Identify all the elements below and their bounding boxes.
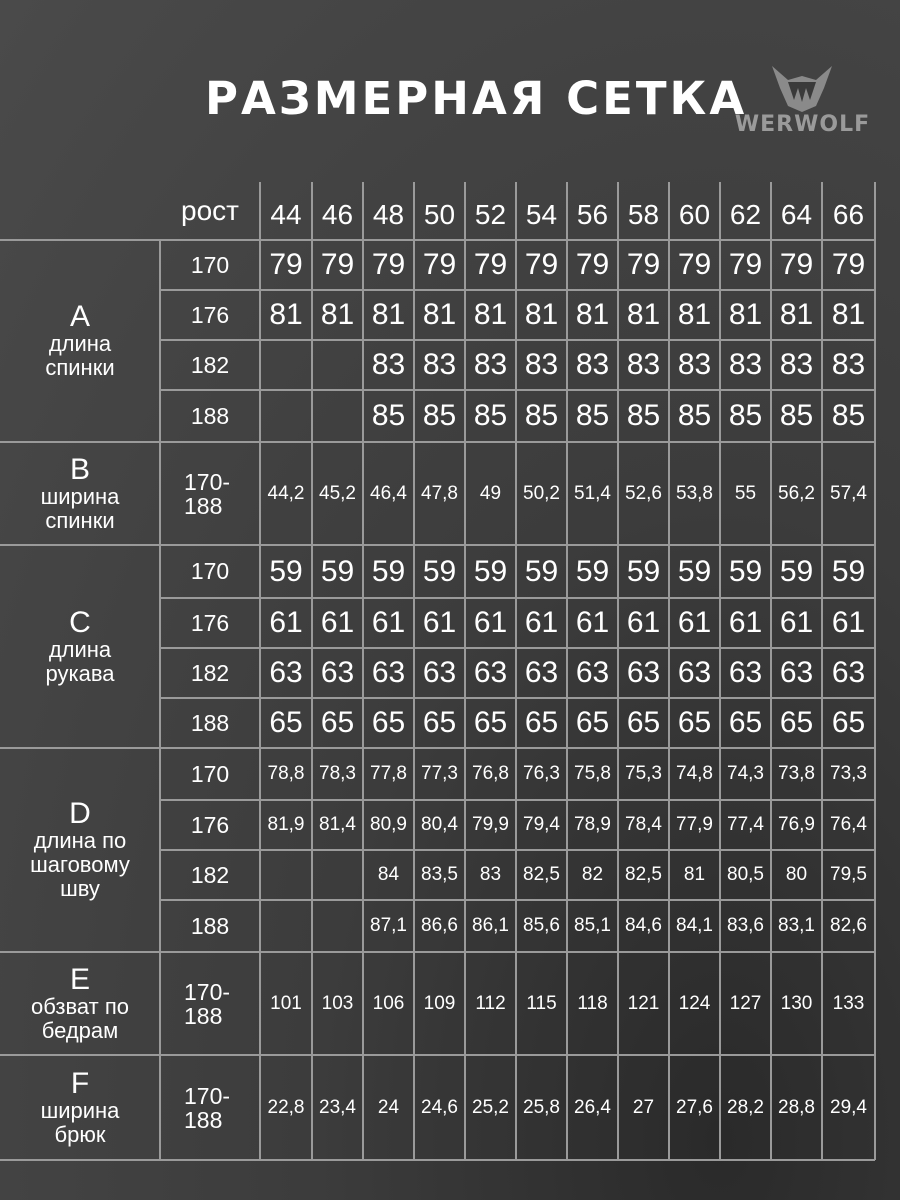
- value-cell: 82: [581, 864, 604, 885]
- value-cell: 85,1: [574, 915, 611, 936]
- value-cell: 83: [779, 348, 814, 381]
- section-letter: C: [69, 605, 91, 639]
- height-cell: 176: [190, 301, 230, 328]
- value-cell: 77,4: [727, 814, 764, 835]
- value-cell: 83: [371, 348, 406, 381]
- value-cell: 65: [422, 706, 457, 739]
- height-cell: 170- 188: [184, 1082, 231, 1133]
- size-header-cell: 58: [627, 199, 660, 230]
- value-cell: 81: [371, 298, 406, 331]
- value-cell: 81: [320, 298, 355, 331]
- value-cell: 85: [371, 399, 406, 432]
- value-cell: 79: [422, 248, 457, 281]
- value-cell: 51,4: [574, 482, 611, 504]
- value-cell: 63: [677, 656, 712, 689]
- value-cell: 61: [524, 606, 559, 639]
- value-cell: 130: [780, 992, 813, 1014]
- section-label: [0, 952, 160, 1055]
- value-cell: 59: [728, 554, 763, 588]
- value-cell: 59: [677, 554, 712, 588]
- section-label: [0, 545, 160, 748]
- section-name: ширина спинки: [40, 483, 120, 533]
- value-cell: 101: [270, 992, 302, 1014]
- value-cell: 81: [626, 298, 661, 331]
- brand-name: WERWOLF: [734, 112, 871, 137]
- value-cell: 81: [831, 298, 866, 331]
- page-title: РАЗМЕРНАЯ СЕТКА: [205, 72, 748, 125]
- value-cell: 59: [320, 554, 355, 588]
- value-cell: 75,8: [574, 763, 611, 784]
- value-cell: 81: [575, 298, 610, 331]
- value-cell: 59: [575, 554, 610, 588]
- size-header-cell: 52: [474, 199, 507, 230]
- value-cell: 61: [677, 606, 712, 639]
- section-letter: E: [69, 962, 90, 996]
- value-cell: 83: [473, 348, 508, 381]
- size-header-cell: 48: [372, 199, 405, 230]
- value-cell: 74,3: [727, 763, 764, 784]
- value-cell: 81,4: [319, 814, 356, 835]
- value-cell: 76,9: [778, 814, 815, 835]
- value-cell: 82,6: [830, 915, 867, 936]
- value-cell: 81,9: [267, 814, 305, 835]
- value-cell: 59: [524, 554, 559, 588]
- value-cell: 78,8: [267, 763, 305, 784]
- value-cell: 63: [473, 656, 508, 689]
- value-cell: 76,8: [472, 763, 509, 784]
- value-cell: 79: [320, 248, 355, 281]
- height-cell: 176: [190, 609, 230, 636]
- value-cell: 63: [575, 656, 610, 689]
- value-cell: 65: [626, 706, 661, 739]
- value-cell: 23,4: [319, 1096, 356, 1118]
- value-cell: 106: [372, 992, 405, 1014]
- value-cell: 59: [269, 554, 303, 588]
- value-cell: 63: [422, 656, 457, 689]
- value-cell: 65: [320, 706, 355, 739]
- value-cell: 75,3: [625, 763, 662, 784]
- value-cell: 59: [371, 554, 406, 588]
- value-cell: 81: [728, 298, 763, 331]
- value-cell: 57,4: [830, 482, 867, 504]
- value-cell: 61: [473, 606, 508, 639]
- height-cell: 188: [190, 709, 230, 736]
- value-cell: 77,8: [370, 763, 407, 784]
- value-cell: 86,1: [472, 915, 509, 936]
- value-cell: 103: [321, 992, 354, 1014]
- value-cell: 85: [422, 399, 457, 432]
- value-cell: [260, 340, 312, 390]
- value-cell: 77,9: [676, 814, 713, 835]
- value-cell: 78,4: [625, 814, 662, 835]
- value-cell: 65: [831, 706, 866, 739]
- value-cell: 61: [269, 606, 303, 639]
- value-cell: 53,8: [676, 482, 713, 504]
- size-header-cell: 62: [729, 199, 762, 230]
- value-cell: 73,8: [778, 763, 815, 784]
- value-cell: 46,4: [370, 482, 407, 504]
- value-cell: 81: [269, 298, 303, 331]
- value-cell: 61: [831, 606, 866, 639]
- value-cell: 82,5: [625, 864, 662, 885]
- value-cell: 65: [779, 706, 814, 739]
- value-cell: 24,6: [421, 1096, 458, 1118]
- value-cell: 133: [832, 992, 865, 1014]
- height-cell: 170- 188: [184, 978, 231, 1029]
- value-cell: 28,8: [778, 1096, 815, 1118]
- value-cell: 59: [626, 554, 661, 588]
- value-cell: 65: [575, 706, 610, 739]
- value-cell: 59: [473, 554, 508, 588]
- section-name: ширина брюк: [40, 1097, 120, 1147]
- value-cell: 22,8: [267, 1096, 305, 1118]
- value-cell: 85: [728, 399, 763, 432]
- value-cell: 27,6: [676, 1096, 713, 1118]
- value-cell: 55: [734, 482, 757, 504]
- rost-header: рост: [181, 195, 239, 226]
- section-label: [0, 1055, 160, 1160]
- value-cell: 76,4: [830, 814, 867, 835]
- value-cell: 65: [524, 706, 559, 739]
- section-name: обзват по бедрам: [31, 993, 129, 1043]
- value-cell: 45,2: [319, 482, 356, 504]
- height-cell: 170: [190, 558, 230, 584]
- value-cell: 63: [779, 656, 814, 689]
- size-header-cell: 54: [525, 199, 558, 230]
- section-letter: A: [69, 300, 90, 333]
- value-cell: 29,4: [830, 1096, 867, 1118]
- size-header-cell: 64: [780, 199, 813, 230]
- value-cell: 83,1: [778, 915, 815, 936]
- value-cell: 79,5: [830, 864, 867, 885]
- size-header-cell: 44: [270, 199, 302, 230]
- section-letter: D: [69, 797, 91, 830]
- value-cell: [260, 900, 312, 952]
- size-header-cell: 46: [321, 199, 354, 230]
- value-cell: [312, 340, 363, 390]
- value-cell: 79: [831, 248, 866, 281]
- value-cell: 56,2: [778, 482, 815, 504]
- value-cell: 83: [524, 348, 559, 381]
- value-cell: 85: [779, 399, 814, 432]
- value-cell: 86,6: [421, 915, 458, 936]
- value-cell: 79: [473, 248, 508, 281]
- section-name: длина по шаговому шву: [30, 828, 130, 901]
- value-cell: 79: [269, 248, 303, 281]
- value-cell: 112: [475, 992, 506, 1014]
- value-cell: 50,2: [523, 482, 560, 504]
- height-cell: 170- 188: [184, 468, 231, 519]
- value-cell: 74,8: [676, 763, 713, 784]
- value-cell: 79,4: [523, 814, 560, 835]
- value-cell: 63: [371, 656, 406, 689]
- value-cell: 80,9: [370, 814, 407, 835]
- value-cell: 65: [677, 706, 712, 739]
- value-cell: 61: [779, 606, 814, 639]
- value-cell: 85: [677, 399, 712, 432]
- value-cell: 65: [371, 706, 406, 739]
- value-cell: 80,4: [421, 814, 458, 835]
- value-cell: 59: [422, 554, 457, 588]
- value-cell: 61: [371, 606, 406, 639]
- value-cell: 59: [779, 554, 814, 588]
- section-label: [0, 240, 160, 442]
- value-cell: 65: [269, 706, 303, 739]
- value-cell: 81: [677, 298, 712, 331]
- value-cell: 85,6: [523, 915, 560, 936]
- section-name: длина рукава: [45, 636, 115, 686]
- value-cell: 127: [729, 992, 762, 1014]
- value-cell: 84,6: [625, 915, 662, 936]
- value-cell: 85: [473, 399, 508, 432]
- value-cell: 81: [779, 298, 814, 331]
- value-cell: 84,1: [676, 915, 713, 936]
- size-header-cell: 56: [576, 199, 609, 230]
- value-cell: 47,8: [421, 482, 458, 504]
- height-cell: 170: [190, 760, 230, 787]
- value-cell: 79: [677, 248, 712, 281]
- value-cell: 83: [677, 348, 712, 381]
- value-cell: 81: [683, 864, 706, 885]
- value-cell: 79: [575, 248, 610, 281]
- value-cell: 79: [371, 248, 406, 281]
- section-letter: F: [70, 1066, 90, 1100]
- value-cell: 61: [728, 606, 763, 639]
- value-cell: 85: [626, 399, 661, 432]
- value-cell: 49: [479, 482, 502, 504]
- value-cell: 65: [473, 706, 508, 739]
- value-cell: 61: [422, 606, 457, 639]
- value-cell: 80,5: [727, 864, 764, 885]
- value-cell: 63: [269, 656, 303, 689]
- value-cell: [260, 390, 312, 442]
- value-cell: 124: [678, 992, 711, 1014]
- height-cell: 182: [190, 351, 230, 378]
- value-cell: 85: [831, 399, 866, 432]
- size-header-cell: 66: [832, 199, 865, 230]
- value-cell: 63: [524, 656, 559, 689]
- value-cell: 81: [524, 298, 559, 331]
- value-cell: 79,9: [472, 814, 509, 835]
- value-cell: 83: [626, 348, 661, 381]
- value-cell: 76,3: [523, 763, 560, 784]
- size-header-cell: 50: [423, 199, 456, 230]
- value-cell: 85: [524, 399, 559, 432]
- value-cell: 61: [626, 606, 661, 639]
- value-cell: 73,3: [830, 763, 867, 784]
- height-cell: 176: [190, 811, 230, 838]
- value-cell: 81: [473, 298, 508, 331]
- value-cell: 82,5: [523, 864, 560, 885]
- value-cell: 25,2: [472, 1096, 509, 1118]
- value-cell: [312, 390, 363, 442]
- height-cell: 188: [190, 402, 230, 429]
- value-cell: 28,2: [727, 1096, 764, 1118]
- value-cell: 65: [728, 706, 763, 739]
- height-cell: 182: [190, 861, 230, 888]
- size-header-cell: 60: [678, 199, 711, 230]
- value-cell: 79: [626, 248, 661, 281]
- value-cell: 79: [524, 248, 559, 281]
- height-cell: 182: [190, 659, 230, 686]
- section-label: [0, 748, 160, 952]
- value-cell: 52,6: [625, 482, 662, 504]
- value-cell: 83: [728, 348, 763, 381]
- value-cell: 80: [785, 864, 808, 885]
- value-cell: 84: [377, 864, 400, 885]
- value-cell: 83,6: [727, 915, 764, 936]
- section-letter: B: [69, 452, 90, 486]
- value-cell: 24: [377, 1096, 400, 1118]
- value-cell: 87,1: [370, 915, 407, 936]
- value-cell: [312, 850, 363, 900]
- value-cell: 61: [575, 606, 610, 639]
- section-name: длина спинки: [45, 331, 115, 380]
- value-cell: 27: [632, 1096, 655, 1118]
- value-cell: 115: [526, 992, 557, 1014]
- value-cell: 109: [423, 992, 456, 1014]
- value-cell: 83: [479, 864, 502, 885]
- value-cell: 85: [575, 399, 610, 432]
- value-cell: 61: [320, 606, 355, 639]
- value-cell: 83: [422, 348, 457, 381]
- value-cell: [260, 850, 312, 900]
- value-cell: 118: [577, 992, 608, 1014]
- value-cell: 63: [626, 656, 661, 689]
- value-cell: 121: [627, 992, 660, 1014]
- value-cell: 83,5: [421, 864, 458, 885]
- height-cell: 188: [190, 912, 230, 939]
- value-cell: 44,2: [267, 482, 305, 504]
- value-cell: 78,3: [319, 763, 356, 784]
- value-cell: 59: [831, 554, 866, 588]
- value-cell: 63: [320, 656, 355, 689]
- value-cell: 83: [575, 348, 610, 381]
- value-cell: 63: [728, 656, 763, 689]
- value-cell: 78,9: [574, 814, 611, 835]
- height-cell: 170: [190, 251, 230, 278]
- value-cell: 26,4: [574, 1096, 611, 1118]
- value-cell: 77,3: [421, 763, 458, 784]
- value-cell: 81: [422, 298, 457, 331]
- value-cell: 83: [831, 348, 866, 381]
- value-cell: 79: [728, 248, 763, 281]
- value-cell: [312, 900, 363, 952]
- section-label: [0, 442, 160, 545]
- value-cell: 63: [831, 656, 866, 689]
- value-cell: 79: [779, 248, 814, 281]
- value-cell: 25,8: [523, 1096, 560, 1118]
